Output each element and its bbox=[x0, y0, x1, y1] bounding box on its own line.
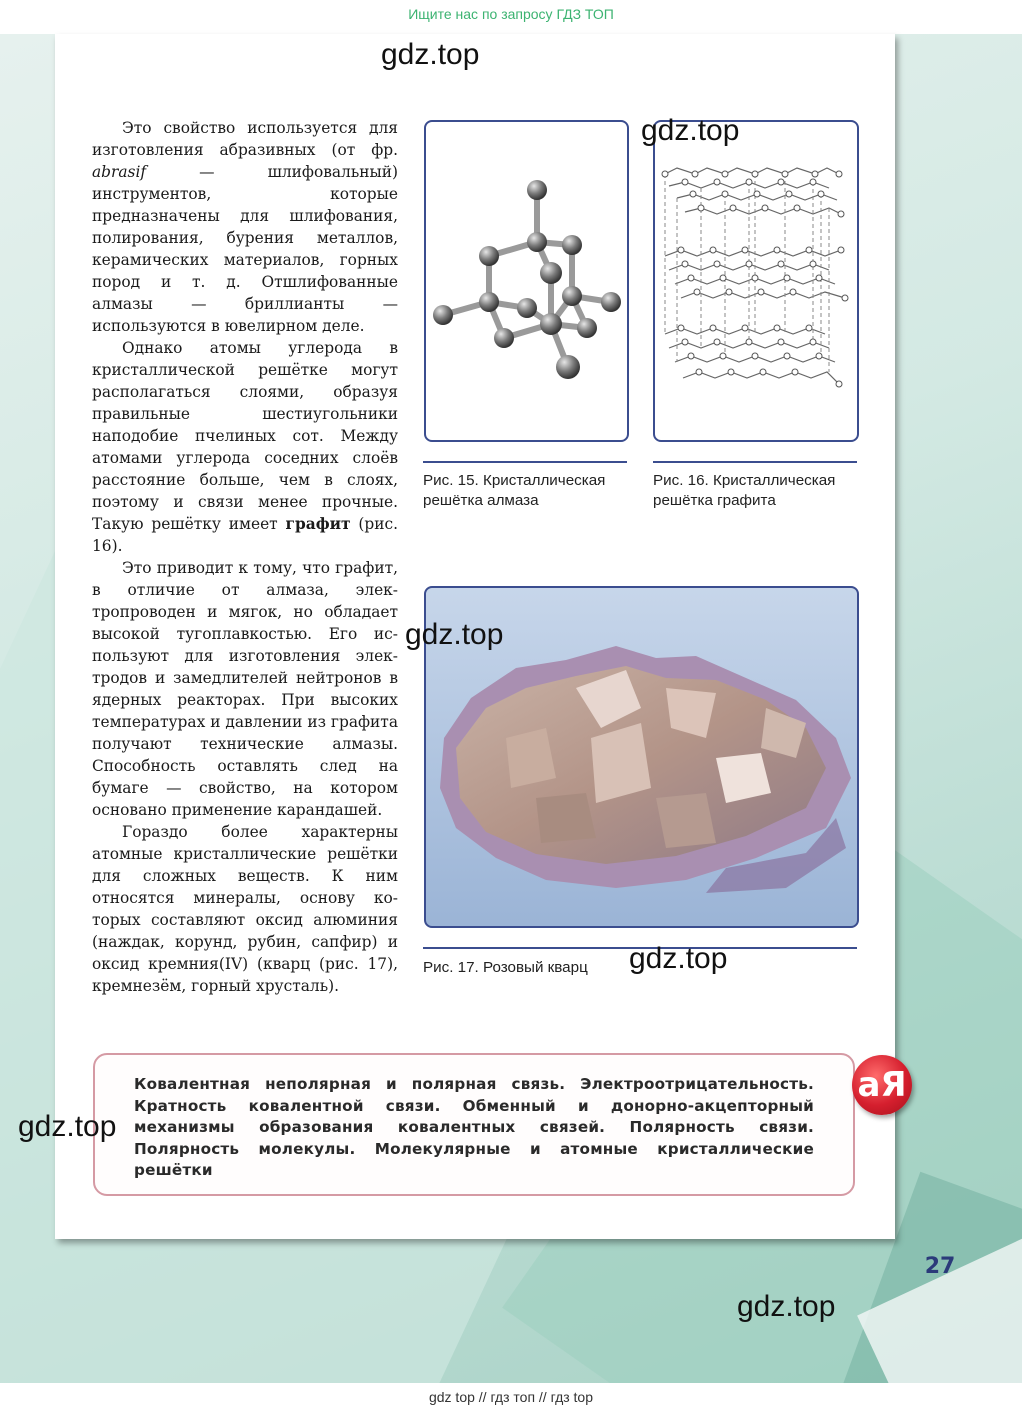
fig16-caption: Рис. 16. Кристаллическая решётка графита bbox=[653, 472, 836, 509]
watermark: gdz.top bbox=[737, 1290, 836, 1323]
watermark: gdz.top bbox=[18, 1110, 117, 1143]
graphite-lattice-icon bbox=[655, 122, 857, 440]
key-terms-text: Ковалентная неполярная и полярная связь. Электроотрицательность. Кратность ковалентной связи. Обменный и донорно-акцепторный механизмы образования ковалентных связей. Полярность связи. Полярность молекулы. Молекулярные и атомные кристаллические решётки bbox=[134, 1075, 814, 1180]
footer: gdz top // гдз топ // гдз top bbox=[428, 1389, 594, 1405]
key-terms-badge-icon: аЯ bbox=[852, 1055, 912, 1115]
top-note: Ищите нас по запросу ГДЗ ТОП bbox=[408, 6, 614, 22]
watermark: gdz.top bbox=[405, 618, 504, 651]
paragraph-3: Это приводит к тому, что графит, в отличие от алмаза, электропроводен и мягок, но обладает высокой тугоплавкостью. Его используют для изготовления электродов и замедлителей нейтронов в ядерных реакторах. При высоких температурах и давлении из графита получают технические алмазы. Способность оставлять след на бумаге — свойство, на котором основано применение карандашей. bbox=[92, 559, 398, 819]
watermark: gdz.top bbox=[381, 38, 480, 71]
fig15-caption: Рис. 15. Кристаллическая решётка алмаза bbox=[423, 472, 606, 509]
graphite-lattice-figure bbox=[653, 120, 859, 442]
watermark: gdz.top bbox=[629, 942, 728, 975]
page-number: 27 bbox=[924, 1254, 956, 1279]
caption-rule bbox=[653, 461, 857, 463]
paragraph-4: Гораздо более характерны атомные кристаллические решётки для сложных веществ. К ним относятся минералы, основу которых составляют оксид алюминия (наждак, корунд, рубин, сапфир) и оксид кремния(IV) (кварц (рис. 17), кремнезём, горный хрусталь). bbox=[92, 823, 398, 995]
diamond-lattice-figure bbox=[424, 120, 629, 442]
paragraph-1: Это свойство используется для изготовления абразивных (от фр. abrasif — шлифовальный) инструментов, которые предназначены для шлифования, полирования, бурения металлов, керамических материалов, горных пород и т. д. Отшлифованные алмазы — бриллианты — используются в ювелирном деле. bbox=[92, 119, 398, 335]
fig17-caption: Рис. 17. Розовый кварц bbox=[423, 959, 588, 976]
watermark: gdz.top bbox=[641, 114, 740, 147]
diamond-lattice-icon bbox=[426, 122, 627, 440]
paragraph-2: Однако атомы углерода в кристаллической решётке могут располагаться слоями, образуя правильные шестиугольники наподобие пчелиных сот. Между атомами углерода соседних слоёв расстояние больше, чем в слоях, поэтому и связи менее прочные. Такую решётку имеет графит (рис. 16). bbox=[92, 339, 398, 555]
body-text bbox=[92, 117, 398, 997]
caption-rule bbox=[423, 461, 627, 463]
